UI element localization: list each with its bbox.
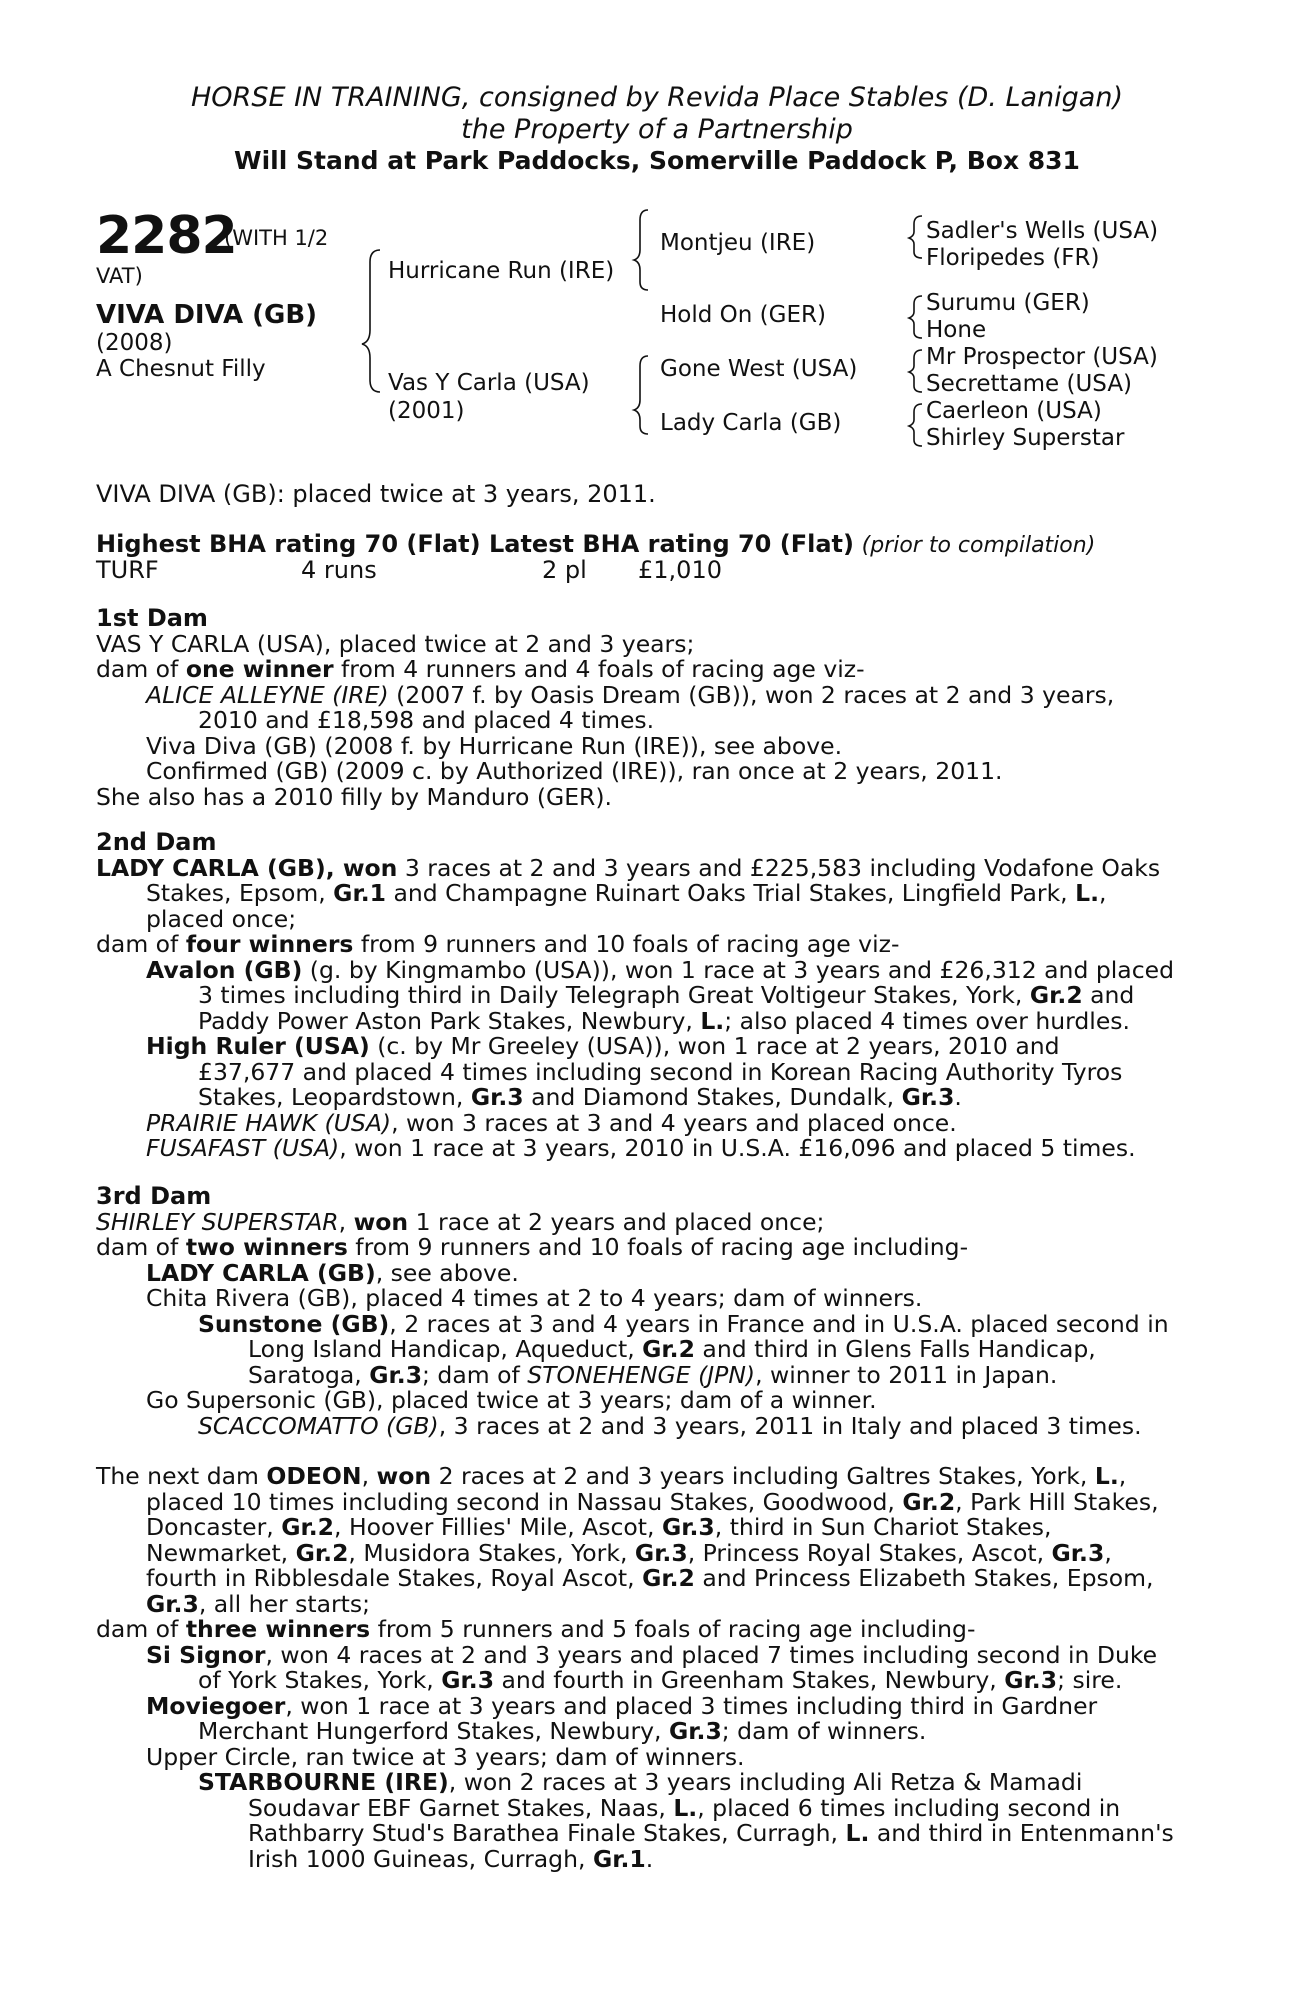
stabling-line: Will Stand at Park Paddocks, Somerville Paddock P, Box 831 <box>234 146 1080 175</box>
second-dam-line: £37,677 and placed 4 times including second in Korean Racing Authority Tyros <box>198 1057 1123 1086</box>
turf-surface: TURF <box>96 556 159 584</box>
third-dam-line: Long Island Handicap, Aqueduct, Gr.2 and third in Glens Falls Handicap, <box>248 1335 1096 1363</box>
bha-rating <box>96 530 1095 558</box>
pedigree-g4: Hone <box>926 317 987 343</box>
second-dam-line: dam of four winners from 9 runners and 10 foals of racing age viz- <box>96 930 900 958</box>
next-dam-line: Irish 1000 Guineas, Curragh, Gr.1. <box>248 1844 654 1873</box>
first-dam-line: ALICE ALLEYNE (IRE) (2007 f. by Oasis Dream (GB)), won 2 races at 2 and 3 years, <box>146 680 1115 709</box>
pedigree-dam-year: (2001) <box>388 398 465 424</box>
third-dam-heading: 3rd Dam <box>96 1182 212 1210</box>
first-dam-line: dam of one winner from 4 runners and 4 foals of racing age viz- <box>96 655 865 683</box>
next-dam-line: Rathbarry Stud's Barathea Finale Stakes, Curragh, L. and third in Entenmann's <box>248 1819 1174 1847</box>
first-dam-line: VAS Y CARLA (USA), placed twice at 2 and 3 years; <box>96 629 695 658</box>
vat-note: (WITH 1/2 <box>224 226 329 250</box>
third-dam-line: Go Supersonic (GB), placed twice at 3 years; dam of a winner. <box>146 1386 877 1414</box>
pedigree-g2: Floripedes (FR) <box>926 245 1100 271</box>
pedigree-g6: Secrettame (USA) <box>926 371 1133 397</box>
second-dam-line: FUSAFAST (USA), won 1 race at 3 years, 2010 in U.S.A. £16,096 and placed 5 times. <box>146 1134 1136 1162</box>
second-dam-line: PRAIRIE HAWK (USA), won 3 races at 3 and 4 years and placed once. <box>146 1108 957 1137</box>
consignor-line: HORSE IN TRAINING, consigned by Revida Place Stables (D. Lanigan) <box>191 82 1123 113</box>
bha-rating-text: Highest BHA rating 70 (Flat) Latest BHA rating 70 (Flat) <box>96 530 854 558</box>
second-dam-line: Avalon (GB) (g. by Kingmambo (USA)), won 1 race at 3 years and £26,312 and placed <box>146 955 1174 984</box>
pedigree-dam-sire: Gone West (USA) <box>660 356 858 382</box>
pedigree-dam-dam: Lady Carla (GB) <box>660 410 842 436</box>
second-dam-line: placed once; <box>146 904 297 933</box>
horse-name: VIVA DIVA (GB) <box>96 300 318 330</box>
first-dam-line: Viva Diva (GB) (2008 f. by Hurricane Run (IRE)), see above. <box>146 731 843 760</box>
third-dam-line: Chita Rivera (GB), placed 4 times at 2 to 4 years; dam of winners. <box>146 1284 923 1312</box>
next-dam-line: Soudavar EBF Garnet Stakes, Naas, L., placed 6 times including second in <box>248 1793 1121 1822</box>
pedigree-g7: Caerleon (USA) <box>926 398 1102 424</box>
second-dam-line: LADY CARLA (GB), won 3 races at 2 and 3 years and £225,583 including Vodafone Oaks <box>96 853 1161 882</box>
second-dam-line: High Ruler (USA) (c. by Mr Greeley (USA)), won 1 race at 2 years, 2010 and <box>146 1032 1060 1060</box>
next-dam-line: placed 10 times including second in Nassau Stakes, Goodwood, Gr.2, Park Hill Stakes, <box>146 1487 1159 1516</box>
pedigree-dam: Vas Y Carla (USA) <box>388 370 590 396</box>
second-dam-heading: 2nd Dam <box>96 828 217 856</box>
horse-description: A Chesnut Filly <box>96 356 266 382</box>
third-dam-line: dam of two winners from 9 runners and 10 foals of racing age including- <box>96 1233 969 1261</box>
next-dam-line: fourth in Ribblesdale Stakes, Royal Ascot, Gr.2 and Princess Elizabeth Stakes, Epsom, <box>146 1564 1154 1592</box>
second-dam-section <box>96 830 1206 1162</box>
next-dam-line: Merchant Hungerford Stakes, Newbury, Gr.3; dam of winners. <box>198 1717 927 1745</box>
first-dam-section <box>96 606 1206 810</box>
pedigree-g5: Mr Prospector (USA) <box>926 344 1158 370</box>
first-dam-heading: 1st Dam <box>96 604 208 632</box>
horse-year: (2008) <box>96 330 173 356</box>
pedigree-g1: Sadler's Wells (USA) <box>926 218 1159 244</box>
turf-placed: 2 pl <box>542 556 587 584</box>
pedigree-g8: Shirley Superstar <box>926 425 1125 451</box>
second-dam-line: Paddy Power Aston Park Stakes, Newbury, L.; also placed 4 times over hurdles. <box>198 1006 1130 1035</box>
second-dam-line: 3 times including third in Daily Telegraph Great Voltigeur Stakes, York, Gr.2 and <box>198 981 1135 1009</box>
vat-note-cont: VAT) <box>96 264 143 288</box>
next-dam-line: Upper Circle, ran twice at 3 years; dam of winners. <box>146 1742 745 1771</box>
first-dam-line: Confirmed (GB) (2009 c. by Authorized (IRE)), ran once at 2 years, 2011. <box>146 757 1003 785</box>
third-dam-line: Saratoga, Gr.3; dam of STONEHENGE (JPN), winner to 2011 in Japan. <box>248 1360 1058 1389</box>
next-dam-line: STARBOURNE (IRE), won 2 races at 3 years including Ali Retza & Mamadi <box>198 1768 1083 1796</box>
bha-rating-note: (prior to compilation) <box>861 533 1096 558</box>
next-dam-line: of York Stakes, York, Gr.3 and fourth in Greenham Stakes, Newbury, Gr.3; sire. <box>198 1666 1123 1694</box>
next-dam-line: The next dam ODEON, won 2 races at 2 and 3 years including Galtres Stakes, York, L., <box>96 1462 1127 1490</box>
turf-earnings: £1,010 <box>638 556 722 584</box>
ownership-line: the Property of a Partnership <box>461 114 853 145</box>
third-dam-line: SHIRLEY SUPERSTAR, won 1 race at 2 years and placed once; <box>96 1207 825 1236</box>
third-dam-line: SCACCOMATTO (GB), 3 races at 2 and 3 years, 2011 in Italy and placed 3 times. <box>198 1411 1142 1440</box>
next-dam-line: Moviegoer, won 1 race at 3 years and placed 3 times including third in Gardner <box>146 1691 1098 1720</box>
pedigree-g3: Surumu (GER) <box>926 290 1090 316</box>
turf-runs: 4 runs <box>301 556 377 584</box>
next-dam-line: Newmarket, Gr.2, Musidora Stakes, York, Gr.3, Princess Royal Stakes, Ascot, Gr.3, <box>146 1538 1112 1567</box>
third-dam-line: Sunstone (GB), 2 races at 3 and 4 years in France and in U.S.A. placed second in <box>198 1309 1169 1338</box>
second-dam-line: Stakes, Leopardstown, Gr.3 and Diamond Stakes, Dundalk, Gr.3. <box>198 1083 962 1111</box>
pedigree-sire-sire: Montjeu (IRE) <box>660 230 816 256</box>
race-summary: VIVA DIVA (GB): placed twice at 3 years, 2011. <box>96 480 656 508</box>
next-dam-line: Doncaster, Gr.2, Hoover Fillies' Mile, Ascot, Gr.3, third in Sun Chariot Stakes, <box>146 1513 1052 1541</box>
third-dam-section <box>96 1184 1206 1439</box>
next-dam-line: Si Signor, won 4 races at 2 and 3 years and placed 7 times including second in Duke <box>146 1640 1158 1669</box>
next-dam-section <box>96 1464 1206 1872</box>
next-dam-line: Gr.3, all her starts; <box>146 1589 371 1618</box>
lot-number: 2282 <box>96 206 237 266</box>
pedigree-sire: Hurricane Run (IRE) <box>388 258 615 284</box>
third-dam-line: LADY CARLA (GB), see above. <box>146 1258 519 1287</box>
pedigree-sire-dam: Hold On (GER) <box>660 302 826 328</box>
second-dam-line: Stakes, Epsom, Gr.1 and Champagne Ruinart Oaks Trial Stakes, Lingfield Park, L., <box>146 879 1107 907</box>
next-dam-line: dam of three winners from 5 runners and 5 foals of racing age including- <box>96 1615 976 1643</box>
first-dam-line: She also has a 2010 filly by Manduro (GER). <box>96 782 613 811</box>
first-dam-line: 2010 and £18,598 and placed 4 times. <box>198 706 655 734</box>
